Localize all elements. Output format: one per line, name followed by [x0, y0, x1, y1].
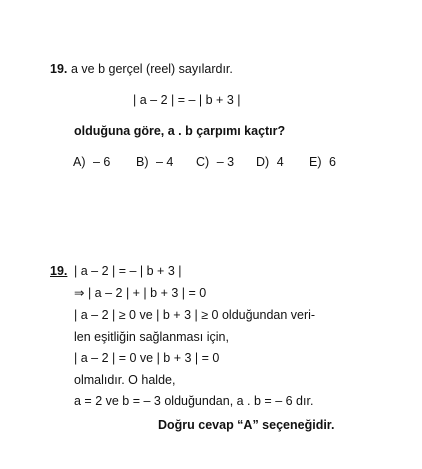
option-a[interactable] [73, 154, 110, 170]
solution-line: | a – 2 | = – | b + 3 | [74, 264, 182, 278]
option-letter: E) [309, 155, 322, 169]
solution-line: olmalıdır. O halde, [74, 373, 176, 387]
solution-line: | a – 2 | = 0 ve | b + 3 | = 0 [74, 351, 220, 365]
option-c[interactable] [196, 154, 234, 170]
option-value: 4 [276, 155, 284, 169]
option-letter: B) [136, 155, 149, 169]
option-value: – 6 [92, 155, 111, 169]
option-letter: C) [196, 155, 210, 169]
option-b[interactable] [136, 154, 173, 170]
option-e[interactable] [309, 154, 336, 170]
option-letter: D) [256, 155, 270, 169]
solution-number: 19. [50, 264, 68, 278]
option-value: – 4 [155, 155, 174, 169]
option-value: – 3 [216, 155, 235, 169]
solution-line: len eşitliğin sağlanması için, [74, 330, 229, 344]
question-number: 19. [50, 62, 68, 76]
solution-line: a = 2 ve b = – 3 olduğundan, a . b = – 6 dır. [74, 394, 314, 408]
solution-line: | a – 2 | ≥ 0 ve | b + 3 | ≥ 0 olduğundan veri- [74, 308, 316, 322]
question-equation: | a – 2 | = – | b + 3 | [133, 93, 241, 107]
question-stem: a ve b gerçel (reel) sayılardır. [71, 62, 233, 76]
solution-line: ⇒ | a – 2 | + | b + 3 | = 0 [74, 286, 207, 300]
solution-answer: Doğru cevap “A” seçeneğidir. [158, 418, 335, 432]
question-prompt: olduğuna göre, a . b çarpımı kaçtır? [74, 124, 286, 138]
option-letter: A) [73, 155, 86, 169]
option-d[interactable] [256, 154, 284, 170]
option-value: 6 [328, 155, 336, 169]
